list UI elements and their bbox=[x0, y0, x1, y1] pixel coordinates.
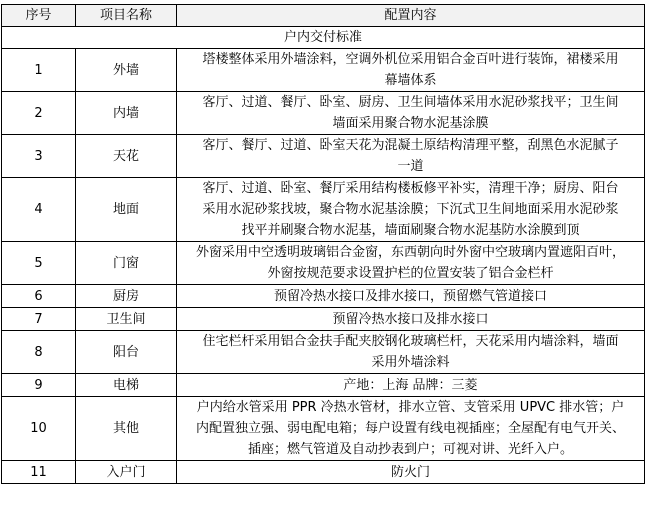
content-line: 客厅、餐厅、过道、卧室天花为混凝土原结构清理平整，刮黑色水泥腻子 bbox=[202, 138, 619, 153]
content-line: 产地：上海 品牌：三菱 bbox=[343, 377, 478, 393]
row-index: 1 bbox=[2, 49, 76, 92]
content-line: 塔楼整体采用外墙涂料，空调外机位采用铝合金百叶进行装饰，裙楼采用 bbox=[202, 52, 619, 67]
content-line: 幕墙体系 bbox=[384, 73, 437, 88]
content-line: 采用外墙涂料 bbox=[371, 355, 450, 370]
content-line: 防火门 bbox=[390, 464, 430, 480]
content-line: 住宅栏杆采用铝合金扶手配夹胶钢化玻璃栏杆，天花采用内墙涂料，墙面 bbox=[202, 334, 619, 349]
row-config-content bbox=[177, 374, 645, 397]
row-index: 11 bbox=[2, 461, 76, 484]
section-title: 户内交付标准 bbox=[2, 27, 645, 49]
table-row bbox=[2, 285, 645, 308]
content-line: 客厅、过道、餐厅、卧室、厨房、卫生间墙体采用水泥砂浆找平；卫生间 bbox=[202, 95, 619, 110]
row-index: 2 bbox=[2, 92, 76, 135]
table-row bbox=[2, 178, 645, 242]
row-item-name: 阳台 bbox=[76, 331, 177, 374]
delivery-standard-table bbox=[1, 4, 645, 484]
table-row bbox=[2, 49, 645, 92]
row-index: 6 bbox=[2, 285, 76, 308]
header-item-name: 项目名称 bbox=[76, 5, 177, 27]
row-item-name: 内墙 bbox=[76, 92, 177, 135]
content-line: 预留冷热水接口及排水接口，预留燃气管道接口 bbox=[273, 288, 547, 304]
table-row bbox=[2, 308, 645, 331]
row-config-content bbox=[177, 461, 645, 484]
row-config-content bbox=[177, 178, 645, 242]
row-index: 5 bbox=[2, 242, 76, 285]
row-index: 3 bbox=[2, 135, 76, 178]
row-item-name: 天花 bbox=[76, 135, 177, 178]
row-index: 7 bbox=[2, 308, 76, 331]
content-line: 客厅、过道、卧室、餐厅采用结构楼板修平补实，清理干净；厨房、阳台 bbox=[202, 181, 619, 196]
row-item-name: 门窗 bbox=[76, 242, 177, 285]
row-item-name: 入户门 bbox=[76, 461, 177, 484]
row-config-content bbox=[177, 331, 645, 374]
row-config-content bbox=[177, 308, 645, 331]
row-config-content bbox=[177, 92, 645, 135]
table-row bbox=[2, 135, 645, 178]
content-line: 外窗按规范要求设置护栏的位置安装了铝合金栏杆 bbox=[267, 266, 554, 281]
row-index: 9 bbox=[2, 374, 76, 397]
table-body bbox=[2, 27, 645, 484]
row-item-name: 厨房 bbox=[76, 285, 177, 308]
table-row bbox=[2, 331, 645, 374]
row-config-content bbox=[177, 49, 645, 92]
header-config-content: 配置内容 bbox=[177, 5, 645, 27]
row-config-content bbox=[177, 397, 645, 461]
content-line: 户内给水管采用 PPR 冷热水管材，排水立管、支管采用 UPVC 排水管；户 bbox=[196, 400, 625, 415]
content-line: 预留冷热水接口及排水接口 bbox=[332, 311, 489, 327]
table-row bbox=[2, 397, 645, 461]
row-config-content bbox=[177, 135, 645, 178]
content-line: 一道 bbox=[397, 159, 424, 174]
header-index: 序号 bbox=[2, 5, 76, 27]
row-config-content bbox=[177, 285, 645, 308]
content-line: 墙面采用聚合物水泥基涂膜 bbox=[332, 116, 489, 131]
table-row bbox=[2, 374, 645, 397]
row-config-content bbox=[177, 242, 645, 285]
table-header-row bbox=[2, 5, 645, 27]
row-index: 4 bbox=[2, 178, 76, 242]
content-line: 内配置独立强、弱电配电箱；每户设置有线电视插座；全屋配有电气开关、 bbox=[195, 421, 625, 436]
row-item-name: 其他 bbox=[76, 397, 177, 461]
row-item-name: 外墙 bbox=[76, 49, 177, 92]
row-item-name: 地面 bbox=[76, 178, 177, 242]
table-row bbox=[2, 92, 645, 135]
section-row bbox=[2, 27, 645, 49]
row-index: 10 bbox=[2, 397, 76, 461]
table-row bbox=[2, 461, 645, 484]
table-row bbox=[2, 242, 645, 285]
row-index: 8 bbox=[2, 331, 76, 374]
content-line: 采用水泥砂浆找坡，聚合物水泥基涂膜；下沉式卫生间地面采用水泥砂浆 bbox=[202, 202, 619, 217]
row-item-name: 电梯 bbox=[76, 374, 177, 397]
row-item-name: 卫生间 bbox=[76, 308, 177, 331]
content-line: 外窗采用中空透明玻璃铝合金窗，东西朝向时外窗中空玻璃内置遮阳百叶， bbox=[195, 245, 625, 260]
content-line: 插座；燃气管道及自动抄表到户；可视对讲、光纤入户。 bbox=[247, 442, 573, 457]
content-line: 找平并刷聚合物水泥基，墙面刷聚合物水泥基防水涂膜到顶 bbox=[241, 223, 580, 238]
